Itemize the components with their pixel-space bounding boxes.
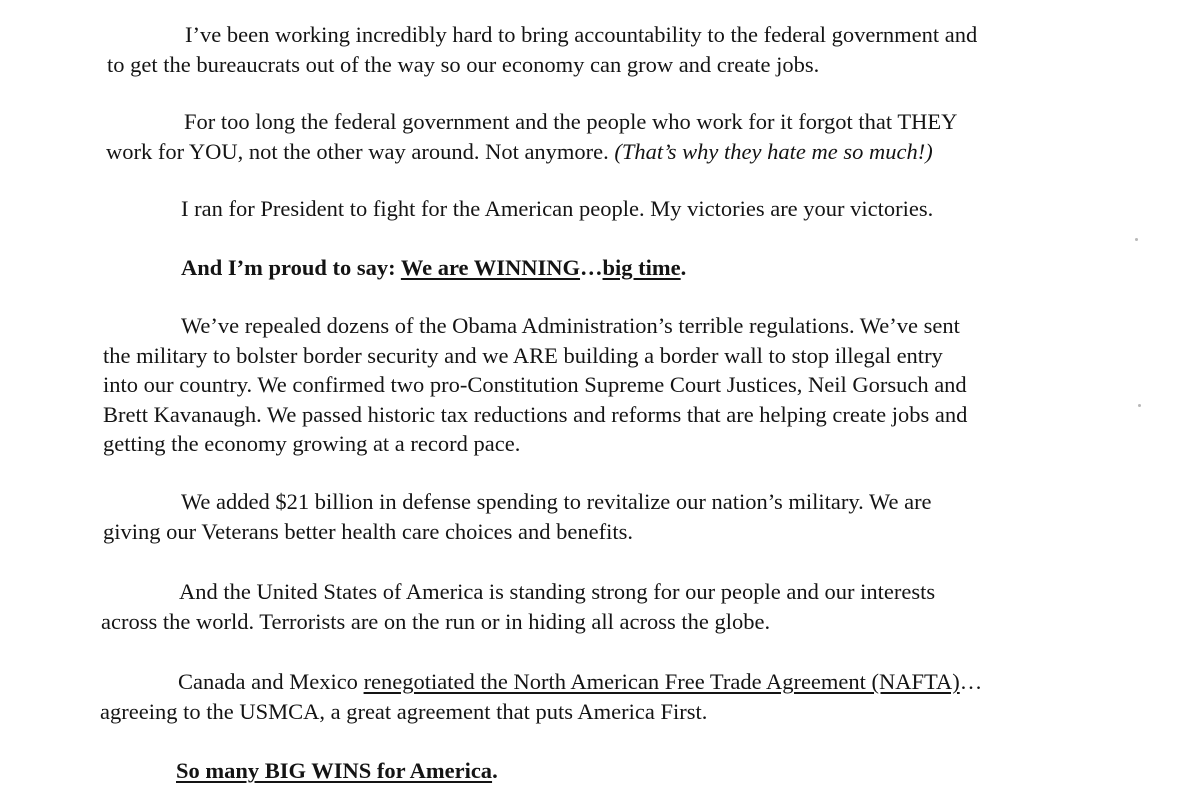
text-segment: And I’m proud to say: <box>181 255 401 280</box>
paragraph-big-wins <box>98 756 498 786</box>
text-line: And the United States of America is standing strong for our people and our interests <box>179 579 936 604</box>
scan-speck <box>1135 238 1138 241</box>
paragraph-nafta <box>100 667 982 726</box>
underlined-text: renegotiated the North American Free Trade Agreement (NAFTA) <box>363 669 960 694</box>
text-line: We’ve repealed dozens of the Obama Administration’s terrible regulations. We’ve sent <box>181 313 960 338</box>
text-line: into our country. We confirmed two pro-Constitution Supreme Court Justices, Neil Gorsuch and <box>103 372 967 397</box>
text-segment: work for YOU, not the other way around. Not anymore. <box>106 138 615 164</box>
scan-speck <box>1138 404 1141 407</box>
text-line: the military to bolster border security and we ARE building a border wall to stop illegal entry <box>103 342 943 368</box>
italic-aside: (That’s why they hate me so much!) <box>614 138 933 164</box>
text-line: to get the bureaucrats out of the way so our economy can grow and create jobs. <box>107 51 820 77</box>
underlined-text: big time <box>602 255 681 280</box>
text-line <box>100 667 982 697</box>
paragraph-standing-strong <box>101 577 935 636</box>
paragraph-defense <box>103 487 932 546</box>
paragraph-work-for-you <box>106 107 957 166</box>
text-line: We added $21 billion in defense spending to revitalize our nation’s military. We are <box>181 489 932 514</box>
text-line: I ran for President to fight for the American people. My victories are your victories. <box>181 196 934 221</box>
text-line: agreeing to the USMCA, a great agreement that puts America First. <box>100 698 708 724</box>
period: . <box>492 758 498 783</box>
period: . <box>680 255 687 280</box>
paragraph-accountability <box>107 20 977 79</box>
text-line: getting the economy growing at a record pace. <box>103 431 521 456</box>
paragraph-accomplishments <box>103 311 967 459</box>
text-line: across the world. Terrorists are on the run or in hiding all across the globe. <box>101 608 771 634</box>
text-line <box>106 137 957 167</box>
text-line <box>103 253 686 283</box>
paragraph-winning <box>103 253 686 283</box>
ellipsis: … <box>580 255 603 280</box>
ellipsis: … <box>959 669 983 694</box>
text-line: giving our Veterans better health care choices and benefits. <box>103 518 634 544</box>
text-line: For too long the federal government and the people who work for it forgot that THEY <box>184 109 958 134</box>
paragraph-ran-for-president <box>103 194 933 224</box>
text-segment: Canada and Mexico <box>178 669 364 694</box>
text-line <box>98 756 498 786</box>
text-line: I’ve been working incredibly hard to bring accountability to the federal government and <box>185 22 978 47</box>
underlined-text: So many BIG WINS for America <box>176 758 493 783</box>
text-line: Brett Kavanaugh. We passed historic tax reductions and reforms that are helping create jobs and <box>103 401 968 427</box>
underlined-text: We are WINNING <box>400 255 581 280</box>
